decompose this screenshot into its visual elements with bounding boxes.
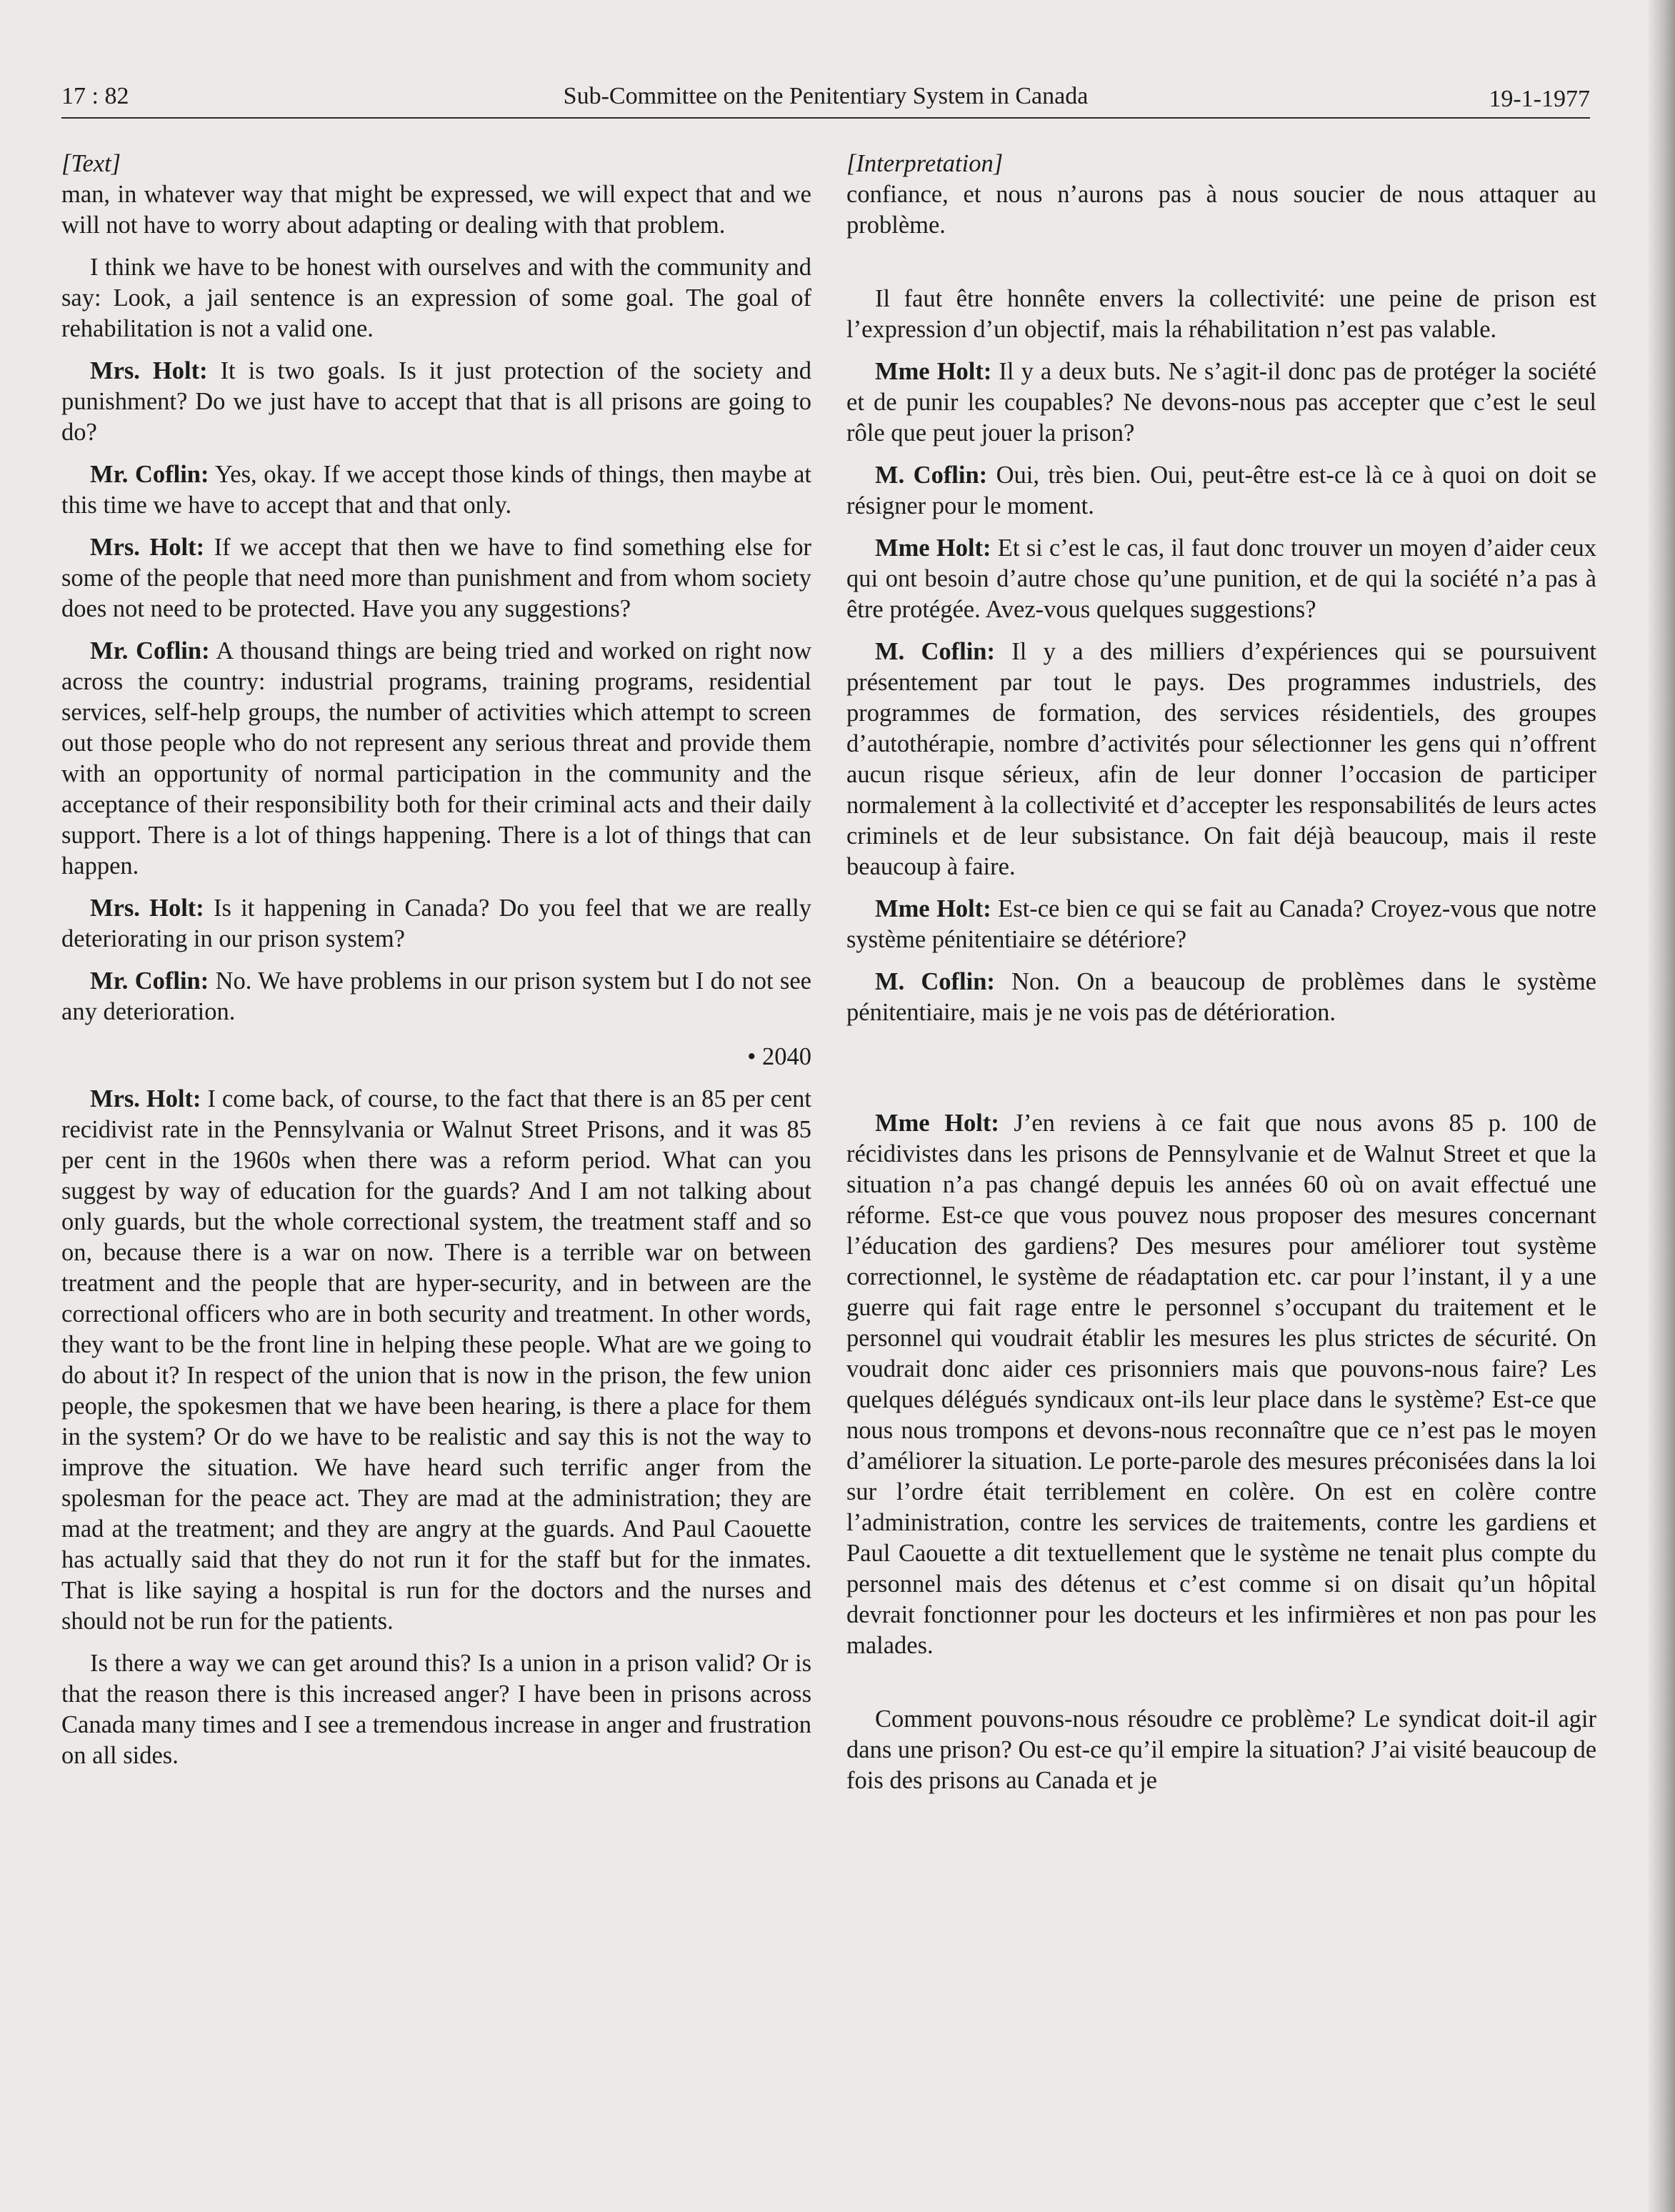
speech-text: If we accept that then we have to find something else for some of the people that need more than punishment and from whom society does not need to be protected. Have you any suggestions?: [61, 534, 812, 622]
paragraph: [846, 357, 1596, 449]
paragraph: [61, 636, 811, 882]
speech-text: I come back, of course, to the fact that there is an 85 per cent recidivist rate in the Pennsylvania or Walnut Street Prisons, and it was 85 per cent in the 1960s when there was a reform period. What can you suggest by way of education for the guards? And I am not talking about only guards, but the whole correctional system, the treatment staff and so on, because there is a war on now. There is a terrible war on between treatment and the people that are hyper-security, and in between are the correctional officers who are in both security and treatment. In other words, they want to be the front line in helping these people. What are we going to do about it? In respect of the union that is now in the prison, the few union people, the spokesmen that we have been hearing, is there a place for them in the system? Or do we have to be realistic and say this is not the way to improve the situation. We have heard such terrific anger from the spolesman for the peace act. They are mad at the administration; they are mad at the treatment; and they are angry at the guards. And Paul Caouette has actually said that they do not run it for the staff but for the inmates. That is like saying a hospital is run for the doctors and the nurses and should not be run for the patients.: [61, 1085, 812, 1635]
running-title: Sub-Committee on the Penitentiary System in Canada: [563, 83, 1089, 109]
page-edge-shadow: [1646, 0, 1675, 2212]
speech-text: Yes, okay. If we accept those kinds of things, then maybe at this time we have to accept that and that only.: [61, 461, 811, 519]
speaker-name: Mme Holt:: [875, 1110, 999, 1137]
paragraph: [846, 637, 1596, 882]
speech-text: A thousand things are being tried and worked on right now across the country: industrial programs, training programs, residential services, self-help groups, the number of activities which attempt to screen out those people who do not represent any serious threat and provide them with an opportunity of normal participation in the community and the acceptance of their responsibility both for their criminal acts and their daily support. There is a lot of things happening. There is a lot of things that can happen.: [61, 637, 811, 880]
page-number: 17 : 82: [61, 83, 129, 109]
page-header: [61, 77, 1590, 119]
speaker-name: M. Coflin:: [875, 638, 995, 665]
speech-text: J’en reviens à ce fait que nous avons 85 p. 100 de récidivistes dans les prisons de Pennsylvanie et de Walnut Street et que la situation n’a pas changé depuis les années 60 où on avait effectué une réforme. Est-ce que vous pouvez nous proposer des mesures concernant l’éducation des gardiens? Des mesures pour améliorer tout système correctionnel, le système de réadaptation etc. car pour l’instant, il y a une guerre qui fait rage entre le personnel s’occupant du traitement et le personnel qui voudrait établir les mesures les plus strictes de sécurité. On voudrait donc aider ces prisonniers mais que pouvons-nous faire? Les quelques délégués syndicaux ont-ils leur place dans le système? Est-ce que nous nous trompons et devons-nous reconnaître que ce n’est pas le moyen d’améliorer la situation. Le porte-parole des mesures préconisées dans la loi sur l’ordre était terriblement en colère. On est en colère contre l’administration, contre les services de traitements, contre les gardiens et Paul Caouette a dit textuellement que le système ne tenait plus compte du personnel mais des détenus et c’est comme si on disait qu’un hôpital devrait fonctionner pour les docteurs et les infirmières et non pas pour les malades.: [846, 1110, 1596, 1659]
speech-text: It is two goals. Is it just protection of the society and punishment? Do we just have to accept that that is all prisons are going to do?: [61, 357, 811, 446]
issue-date: 19-1-1977: [1489, 86, 1590, 112]
speaker-name: Mrs. Holt:: [90, 895, 204, 922]
paragraph: confiance, et nous n’aurons pas à nous soucier de nous attaquer au problème.: [846, 181, 1596, 239]
speech-text: Is it happening in Canada? Do you feel that we are really deteriorating in our prison system?: [61, 895, 811, 952]
speech-text: Et si c’est le cas, il faut donc trouver un moyen d’aider ceux qui ont besoin d’autre chose qu’une punition, et de qui la société n’a pas à être protégée. Avez-vous quelques suggestions?: [846, 534, 1597, 623]
speaker-name: Mr. Coflin:: [90, 461, 209, 488]
speaker-name: Mrs. Holt:: [90, 534, 205, 561]
paragraph: [846, 1108, 1596, 1661]
speech-text: Non. On a beaucoup de problèmes dans le système pénitentiaire, mais je ne vois pas de détérioration.: [846, 968, 1596, 1026]
paragraph: [61, 1084, 811, 1637]
speech-text: Il y a deux buts. Ne s’agit-il donc pas de protéger la société et de punir les coupables? Ne devons-nous pas accepter que c’est le seul rôle que peut jouer la prison?: [846, 358, 1596, 447]
paragraph: man, in whatever way that might be expressed, we will expect that and we will not have to worry about adapting or dealing with that problem.: [61, 181, 811, 239]
paragraph: [61, 356, 811, 448]
paragraph: [61, 893, 811, 955]
paragraph: [846, 460, 1596, 522]
speaker-name: M. Coflin:: [875, 462, 988, 489]
speaker-name: Mme Holt:: [875, 534, 991, 562]
speaker-name: Mrs. Holt:: [90, 1085, 201, 1112]
paragraph: Il faut être honnête envers la collectivité: une peine de prison est l’expression d’un objectif, mais la réhabilitation n’est pas valable.: [846, 285, 1596, 343]
section-label-text: [Text]: [61, 150, 121, 177]
speaker-name: Mrs. Holt:: [90, 357, 208, 384]
french-column: [846, 149, 1596, 1796]
speaker-name: M. Coflin:: [875, 968, 995, 995]
time-marker: • 2040: [747, 1043, 811, 1070]
paragraph: [61, 459, 811, 521]
speaker-name: Mme Holt:: [875, 895, 991, 922]
paragraph: [846, 533, 1596, 625]
speech-text: No. We have problems in our prison system but I do not see any deterioration.: [61, 967, 811, 1025]
speech-text: Il y a des milliers d’expériences qui se poursuivent présentement par tout le pays. Des programmes industriels, des programmes de formation, des services résidentiels, des groupes d’autothérapie, nombre d’activités pour sélectionner les gens qui n’offrent aucun risque sérieux, afin de leur donner l’occasion de participer normalement à la collectivité et d’accepter les responsabilités de leurs actes criminels et de leur subsistance. On fait déjà beaucoup, mais il reste beaucoup à faire.: [846, 638, 1596, 880]
paragraph: Comment pouvons-nous résoudre ce problème? Le syndicat doit-il agir dans une prison? Ou est-ce qu’il empire la situation? J’ai visité beaucoup de fois des prisons au Canada et je: [846, 1705, 1597, 1794]
english-column: [61, 149, 811, 1771]
speaker-name: Mme Holt:: [875, 358, 992, 385]
paragraph: [61, 966, 811, 1027]
speaker-name: Mr. Coflin:: [90, 967, 209, 995]
paragraph: [61, 532, 811, 624]
speech-text: Est-ce bien ce qui se fait au Canada? Croyez-vous que notre système pénitentiaire se détériore?: [846, 895, 1596, 953]
section-label-interpretation: [Interpretation]: [846, 150, 1004, 177]
paragraph: [846, 967, 1596, 1028]
paragraph: I think we have to be honest with ourselves and with the community and say: Look, a jail sentence is an expression of some goal. The goal of rehabilitation is not a valid one.: [61, 254, 811, 342]
paragraph: Is there a way we can get around this? Is a union in a prison valid? Or is that the reason there is this increased anger? I have been in prisons across Canada many times and I see a tremendous increase in anger and frustration on all sides.: [61, 1650, 811, 1769]
speaker-name: Mr. Coflin:: [90, 637, 210, 664]
paragraph: [846, 894, 1596, 955]
speech-text: Oui, très bien. Oui, peut-être est-ce là ce à quoi on doit se résigner pour le moment.: [846, 462, 1596, 519]
